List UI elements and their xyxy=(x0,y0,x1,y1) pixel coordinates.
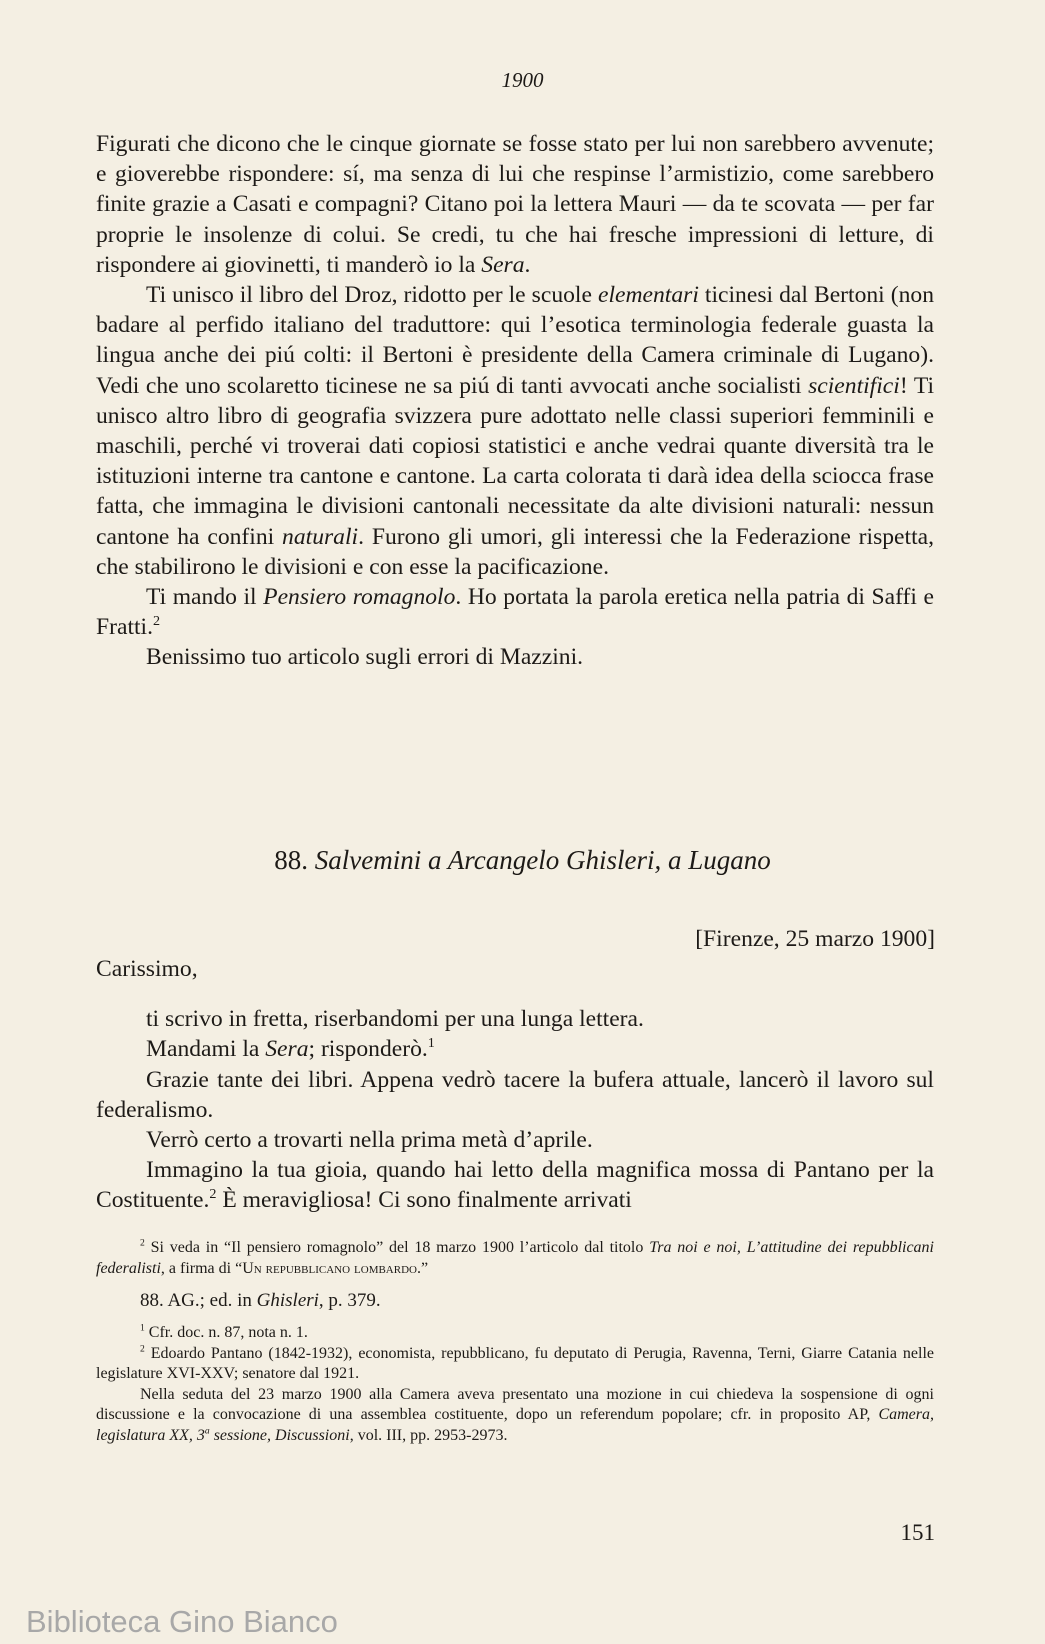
footnote: $^1$ Cfr. doc. n. 87, nota n. 1. xyxy=(140,1322,308,1341)
previous-letter-text xyxy=(96,129,934,673)
watermark: Biblioteca Gino Bianco xyxy=(26,1604,338,1639)
footnote: $^2$ Edoardo Pantano (1842-1932), economista, repubblicano, fu deputato di Perugia, Ravenna, Terni, Giarre Catania nelle legislature XVI-XXV; senatore dal 1921. xyxy=(96,1343,934,1382)
paragraph: Ti mando il Pensiero romagnolo. Ho portata la parola eretica nella patria di Saffi e Fratti.$^2$ xyxy=(96,584,934,641)
source-note: 88. AG.; ed. in Ghisleri, p. 379. xyxy=(140,1290,381,1311)
footnote-ref: 1 xyxy=(427,1035,435,1052)
footnote-ref: 2 xyxy=(209,1186,217,1203)
footnotes-previous xyxy=(96,1238,934,1279)
paragraph: Figurati che dicono che le cinque giornate se fosse stato per lui non sarebbero avvenute; e gioverebbe rispondere: sí, ma senza di lui che respinse l’armistizio, come sarebbero finite grazie a Casati e compagni? Citano poi la lettera Mauri — da te scovata — per far proprie le insolenze di colui. Se credi, tu che hai fresche impressioni di letture, di rispondere ai giovinetti, ti manderò io la Sera. xyxy=(96,131,934,278)
letter-title: Salvemini a Arcangelo Ghisleri, a Lugano xyxy=(314,845,771,875)
footnote: $^2$ Si veda in “Il pensiero romagnolo” del 18 marzo 1900 l’articolo dal titolo Tra noi e noi, L’attitudine dei repubblicani federalisti, a firma di “Un repubblicano lombardo.” xyxy=(96,1237,935,1277)
paragraph: Benissimo tuo articolo sugli errori di Mazzini. xyxy=(146,644,584,671)
salutation: Carissimo, xyxy=(96,956,198,982)
letter-heading xyxy=(0,845,1045,876)
paragraph: Immagino la tua gioia, quando hai letto della magnifica mossa di Pantano per la Costituente.$^2$ È meravigliosa! Ci sono finalmente arrivati xyxy=(96,1157,934,1214)
page-number: 151 xyxy=(900,1520,935,1545)
paragraph: Mandami la Sera; risponderò.$^1$ xyxy=(146,1035,435,1063)
place-date: [Firenze, 25 marzo 1900] xyxy=(695,926,935,952)
paragraph: Ti unisco il libro del Droz, ridotto per le scuole elementari ticinesi dal Bertoni (non badare al perfido italiano del traduttore: qui l’esotica terminologia federale guasta la lingua anche dei piú colti: il Bertoni è presidente della Camera criminale di Lugano). Vedi che uno scolaretto ticinese ne sa piú di tanti avvocati anche socialisti scientifici! Ti unisco altro libro di geografia svizzera pure adottato nelle classi superiori femminili e maschili, perché vi troverai dati copiosi statistici e anche vedrai quante diversità tra le istituzioni interne tra cantone e cantone. La carta colorata ti darà idea della sciocca frase fatta, che immagina le divisioni cantonali necessitate da alte divisioni naturali: nessun cantone ha confini naturali. Furono gli umori, gli interessi che la Federazione rispetta, che stabilirono le divisioni e con esse la pacificazione. xyxy=(96,282,935,580)
paragraph: Grazie tante dei libri. Appena vedrò tacere la bufera attuale, lancerò il lavoro sul federalismo. xyxy=(96,1066,934,1123)
footnote-ref: 2 xyxy=(153,613,161,630)
footnote-continued: Nella seduta del 23 marzo 1900 alla Camera aveva presentato una mozione in cui chiedeva la sospensione di ogni discussione e la convocazione di una assemblea costituente, dopo un referendum popolare; cfr. in proposito AP, Camera, legislatura XX, 3$^a$ sessione, Discussioni, vol. III, pp. 2953-2973. xyxy=(96,1385,934,1444)
letter-number: 88. xyxy=(274,845,309,875)
letter-body xyxy=(96,954,934,1216)
footnotes xyxy=(96,1323,934,1446)
paragraph: Verrò certo a trovarti nella prima metà d’aprile. xyxy=(146,1127,593,1154)
paragraph: ti scrivo in fretta, riserbandomi per una lunga lettera. xyxy=(146,1006,644,1033)
running-title: 1900 xyxy=(501,68,544,92)
